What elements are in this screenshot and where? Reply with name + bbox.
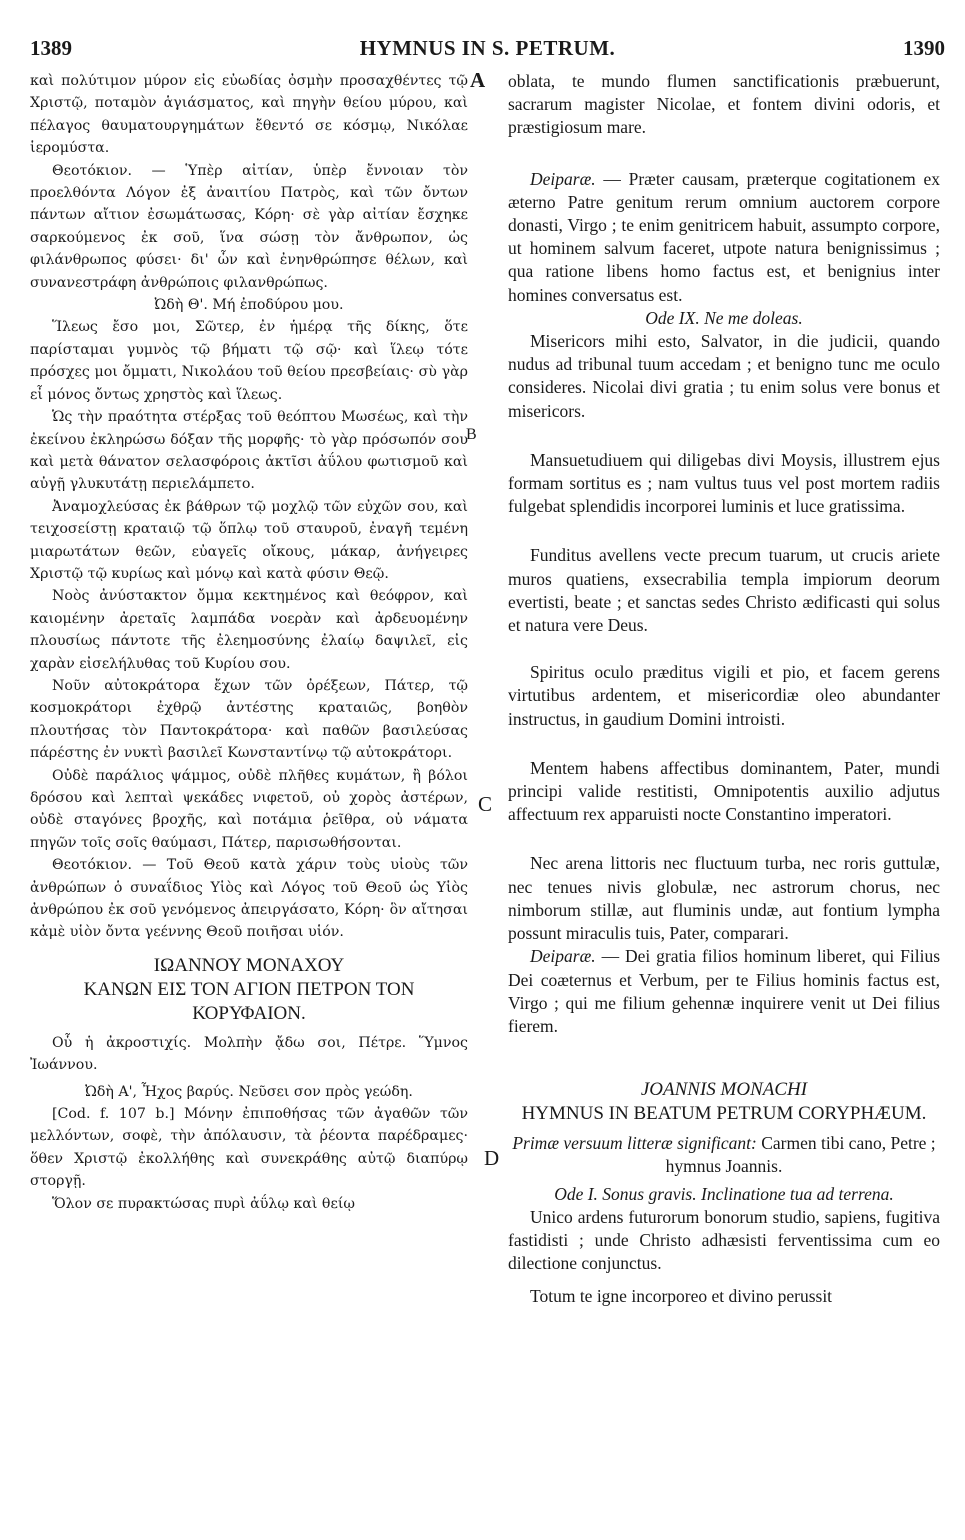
latin-paragraph: Mansuetudiuem qui diligebas divi Moysis, illustrem ejus formam sortitus es ; nam vultus tuus vel post mortem radiis fulgebat splendidis incorporei luminis et luce gratissima. <box>508 449 940 517</box>
latin-label: Primæ versuum litteræ significant: <box>512 1133 757 1154</box>
greek-paragraph: Θεοτόκιον. — Ὑπὲρ αἰτίαν, ὑπὲρ ἔννοιαν τὸν προελθόντα Λόγον ἐξ ἀναιτίου Πατρὸς, καὶ τῶν ὄντων πάντων αἴτιον ἐσωμάτωσας, Κόρη· σὲ γὰρ αἰτίαν ἔσχηκε σαρκούμενος ἐκ σοῦ, ἵνα σώσῃ τὸν ἄνθρωπον, ὡς φιλάνθρωπος φύσει· δι' ὧν καὶ ἐνηνθρώπησε θέλων, καὶ συνανεστράφη ἀνθρώποις φιλανθρώπως. <box>30 162 468 291</box>
greek-paragraph: Ἀναμοχλεύσας ἐκ βάθρων τῷ μοχλῷ τῶν εὐχῶν σου, καὶ τειχοσείστῃ κραταιῷ τῷ ὅπλῳ τοῦ σταυροῦ, ἐναγῆ τεμένη μιαρωτάτων θεῶν, εὐαγεῖς οἴκους, μάκαρ, ἀνήγειρες Χριστῷ τῷ κυρίως καὶ μόνῳ καὶ κατὰ φύσιν Θεῷ. <box>30 498 468 582</box>
margin-mark-b: B <box>466 426 477 443</box>
greek-paragraph: Ὡς τὴν πραότητα στέρξας τοῦ θεόπτου Μωσέως, καὶ τὴν ἐκείνου ἐκληρώσω δόξαν τῆς μορφῆς· τὸ γὰρ πρόσωπόν σου καὶ μετὰ θάνατον σελασφόροις ἀκτῖσι ἀΰλου φωτισμοῦ καὶ αὐγῇ γλυκυτάτῃ περιελάμπετο. <box>30 409 468 493</box>
margin-mark-a: A <box>470 68 486 92</box>
greek-author-heading: ΙΩΑΝΝΟΥ ΜΟΝΑΧΟΥ <box>153 954 345 976</box>
latin-paragraph <box>508 945 940 1038</box>
latin-paragraph: Nec arena littoris nec fluctuum turba, nec roris guttulæ, nec tenues nivis globulæ, nec astrorum chorus, nec nimborum stillæ, aut fluminis undæ, aut fontium lympha possunt miraculis tuis, Pater, comparari. <box>508 853 940 944</box>
greek-canon-title: ΚΑΝΩΝ ΕΙΣ ΤΟΝ ΑΓΙΟΝ ΠΕΤΡΟΝ ΤΟΝ ΚΟΡΥΦΑΙΟΝ. <box>83 978 415 1024</box>
latin-ode-heading: Ode I. Sonus gravis. Inclinatione tua ad terrena. <box>554 1183 894 1204</box>
latin-paragraph: Unico ardens futurorum bonorum studio, sapiens, fugitiva fastidisti ; unde Christo adhæsisti ferventissima cum eo dilectione conjunctus. <box>508 1206 940 1274</box>
greek-paragraph: Ἵλεως ἔσο μοι, Σῶτερ, ἐν ἡμέρᾳ τῆς δίκης, ὅτε παρίσταμαι γυμνὸς τῷ βήματι τῷ σῷ· καὶ ἵλεῳ τότε πρόσχες μοι ὄμματι, Νικολάου τοῦ θείου πρεσβείαις· σὺ γὰρ εἶ μόνος ὄντως χρηστὸς καὶ ἵλεως. <box>30 319 468 403</box>
greek-paragraph: Οὐδὲ παράλιος ψάμμος, οὐδὲ πλῆθες κυμάτων, ἢ βόλοι δρόσου καὶ λεπταὶ ψεκάδες νιφετοῦ, οὐ χορὸς ἀστέρων, οὐδὲ σταγόνες βροχῆς, καὶ ποτάμια ῥεῖθρα, οὐ νάματα πηγῶν τοῖς σοῖς θαύμασι, Πάτερ, παρισωθήσονται. <box>30 767 468 851</box>
page-number-right: 1390 <box>903 36 945 60</box>
latin-label: Deiparæ. <box>530 946 596 967</box>
latin-paragraph <box>508 168 940 307</box>
margin-mark-d: D <box>484 1146 500 1170</box>
greek-paragraph: Νοῦν αὐτοκράτορα ἔχων τῶν ὀρέξεων, Πάτερ, τῷ κοσμοκράτορι ἐχθρῷ ἀντέστης κραταιῶς, βοηθὸν πλουτήσας τὸν Παντοκράτορα· καὶ παθῶν βασιλεύσας πάρέστης ἐν νυκτὶ βασιλεῖ Κωνσταντίνῳ τῷ αὐτοκράτορι. <box>30 677 468 762</box>
greek-ode-heading: Ὠδὴ Θ'. Μή ἐποδύρου μου. <box>154 297 344 314</box>
greek-ode-heading: Ὠδὴ Α', Ἦχος βαρύς. Νεῦσει σον πρὸς γεώδη. <box>85 1083 413 1100</box>
latin-hymn-title: HYMNUS IN BEATUM PETRUM CORYPHÆUM. <box>521 1103 927 1125</box>
latin-paragraph: Mentem habens affectibus dominantem, Pater, mundi principi valide restitisti, Omnipotentis auxilio adjutus affectuum rex apparuisti nocte Constantino imperatori. <box>508 757 940 825</box>
latin-paragraph: Funditus avellens vecte precum tuarum, ut crucis ariete muros quatiens, exsecrabilia templa impiorum deorum evertisti, beate ; et sanctas sedes Christo ædificasti qui solus et natura vere Deus. <box>508 545 940 636</box>
latin-label: Deiparæ. <box>530 168 596 189</box>
greek-acrostic: Οὗ ἡ ἀκροστιχίς. Μολπὴν ᾄδω σοι, Πέτρε. Ὕμνος Ἰωάννου. <box>30 1034 468 1074</box>
running-header <box>30 36 945 64</box>
greek-column <box>30 70 468 1215</box>
greek-paragraph: Νοὸς ἀνύστακτον ὄμμα κεκτημένος καὶ θεόφρον, καὶ καιομένην ἀρεταῖς λαμπάδα νοερὰν καὶ ἀρδευομένην πλουσίως πάντοτε τῆς ἐλεημοσύνης ἐλαίῳ δαψιλεῖ, εἰς χαρὰν εἰσελήλυθας τοῦ Κυρίου σου. <box>30 588 468 672</box>
greek-paragraph: [Cod. f. 107 b.] Μόνην ἐπιποθήσας τῶν ἀγαθῶν τῶν μελλόντων, σοφὲ, τὴν ἀπόλαυσιν, τὰ ῥέοντα παρέδραμες· ὅθεν Χριστῷ ἐκολλήθης καὶ συνεκράθης αὐτῷ διαπύρῳ στοργῇ. <box>30 1106 468 1190</box>
latin-paragraph: Spiritus oculo præditus vigili et pio, et facem gerens virtutibus ardentem, et misericordiæ oleo abundanter instructus, in gaudium Domini introisti. <box>508 662 940 729</box>
latin-text: Carmen tibi cano, Petre ; hymnus Joannis. <box>665 1133 936 1177</box>
latin-column <box>508 70 940 1309</box>
latin-author-heading: JOANNIS MONACHI <box>640 1079 808 1101</box>
latin-text: — Dei gratia filios hominum liberet, qui Filius Dei coæternus et Verbum, per te Filius hominis factus est, Virgo ; qui me filium gehennæ inquirere venit ut Dei filius fierem. <box>508 946 941 1036</box>
latin-acrostic <box>508 1132 940 1178</box>
greek-paragraph: Ὅλον σε πυρακτώσας πυρὶ ἀΰλῳ καὶ θείῳ <box>52 1195 355 1212</box>
latin-paragraph: oblata, te mundo flumen sanctificationis præbuerunt, sacrarum magister Nicolae, et fontem divini odoris, et præstigiosum mare. <box>508 71 940 138</box>
latin-paragraph: Misericors mihi esto, Salvator, in die judicii, quando nudus ad tribunal tuum accedam ; et benigno tunc me oculo consideres. Nicolai divi gratia ; tu enim solus vere bonus et misericors. <box>508 331 940 421</box>
greek-paragraph: Θεοτόκιον. — Τοῦ Θεοῦ κατὰ χάριν τοὺς υἱοὺς τῶν ἀνθρώπων ὁ συναΐδιος Υἱὸς καὶ Λόγος τοῦ Θεοῦ ὡς Υἱὸς ἀνθρώπου ἐκ σοῦ γενόμενος ἀπειργάσατο, Κόρη· ὃν αἴτησαι κἀμὲ υἱὸν ὄντα γεέννης Θεοῦ ποιῆσαι υἱόν. <box>30 857 468 941</box>
running-title: HYMNUS IN S. PETRUM. <box>359 36 616 60</box>
greek-paragraph: καὶ πολύτιμον μύρον εἰς εὐωδίας ὀσμὴν προσαχθέντες τῷ Χριστῷ, ποταμὸν ἁγιάσματος, καὶ πηγὴν θείου μύρου, καὶ πέλαγος θαυματουργημάτων ἔθεντό σε κόσμῳ, Νικόλαε ἱερομύστα. <box>30 73 468 157</box>
latin-text: — Præter causam, præterque cogitationem ex æterno Patre genitum rerum omnium auctorem corpore donasti, Virgo ; te enim genitricem habuit, assumpto corpore, ut hominem salvum faceret, utpote natura benignissimus ; qua ratione libens homo factus est, et benignius inter homines conversatus est. <box>508 168 940 305</box>
margin-mark-c: C <box>478 792 493 816</box>
page-number-left: 1389 <box>30 36 72 60</box>
latin-ode-heading: Ode IX. Ne me doleas. <box>645 307 803 328</box>
latin-paragraph: Totum te igne incorporeo et divino perussit <box>530 1286 833 1307</box>
